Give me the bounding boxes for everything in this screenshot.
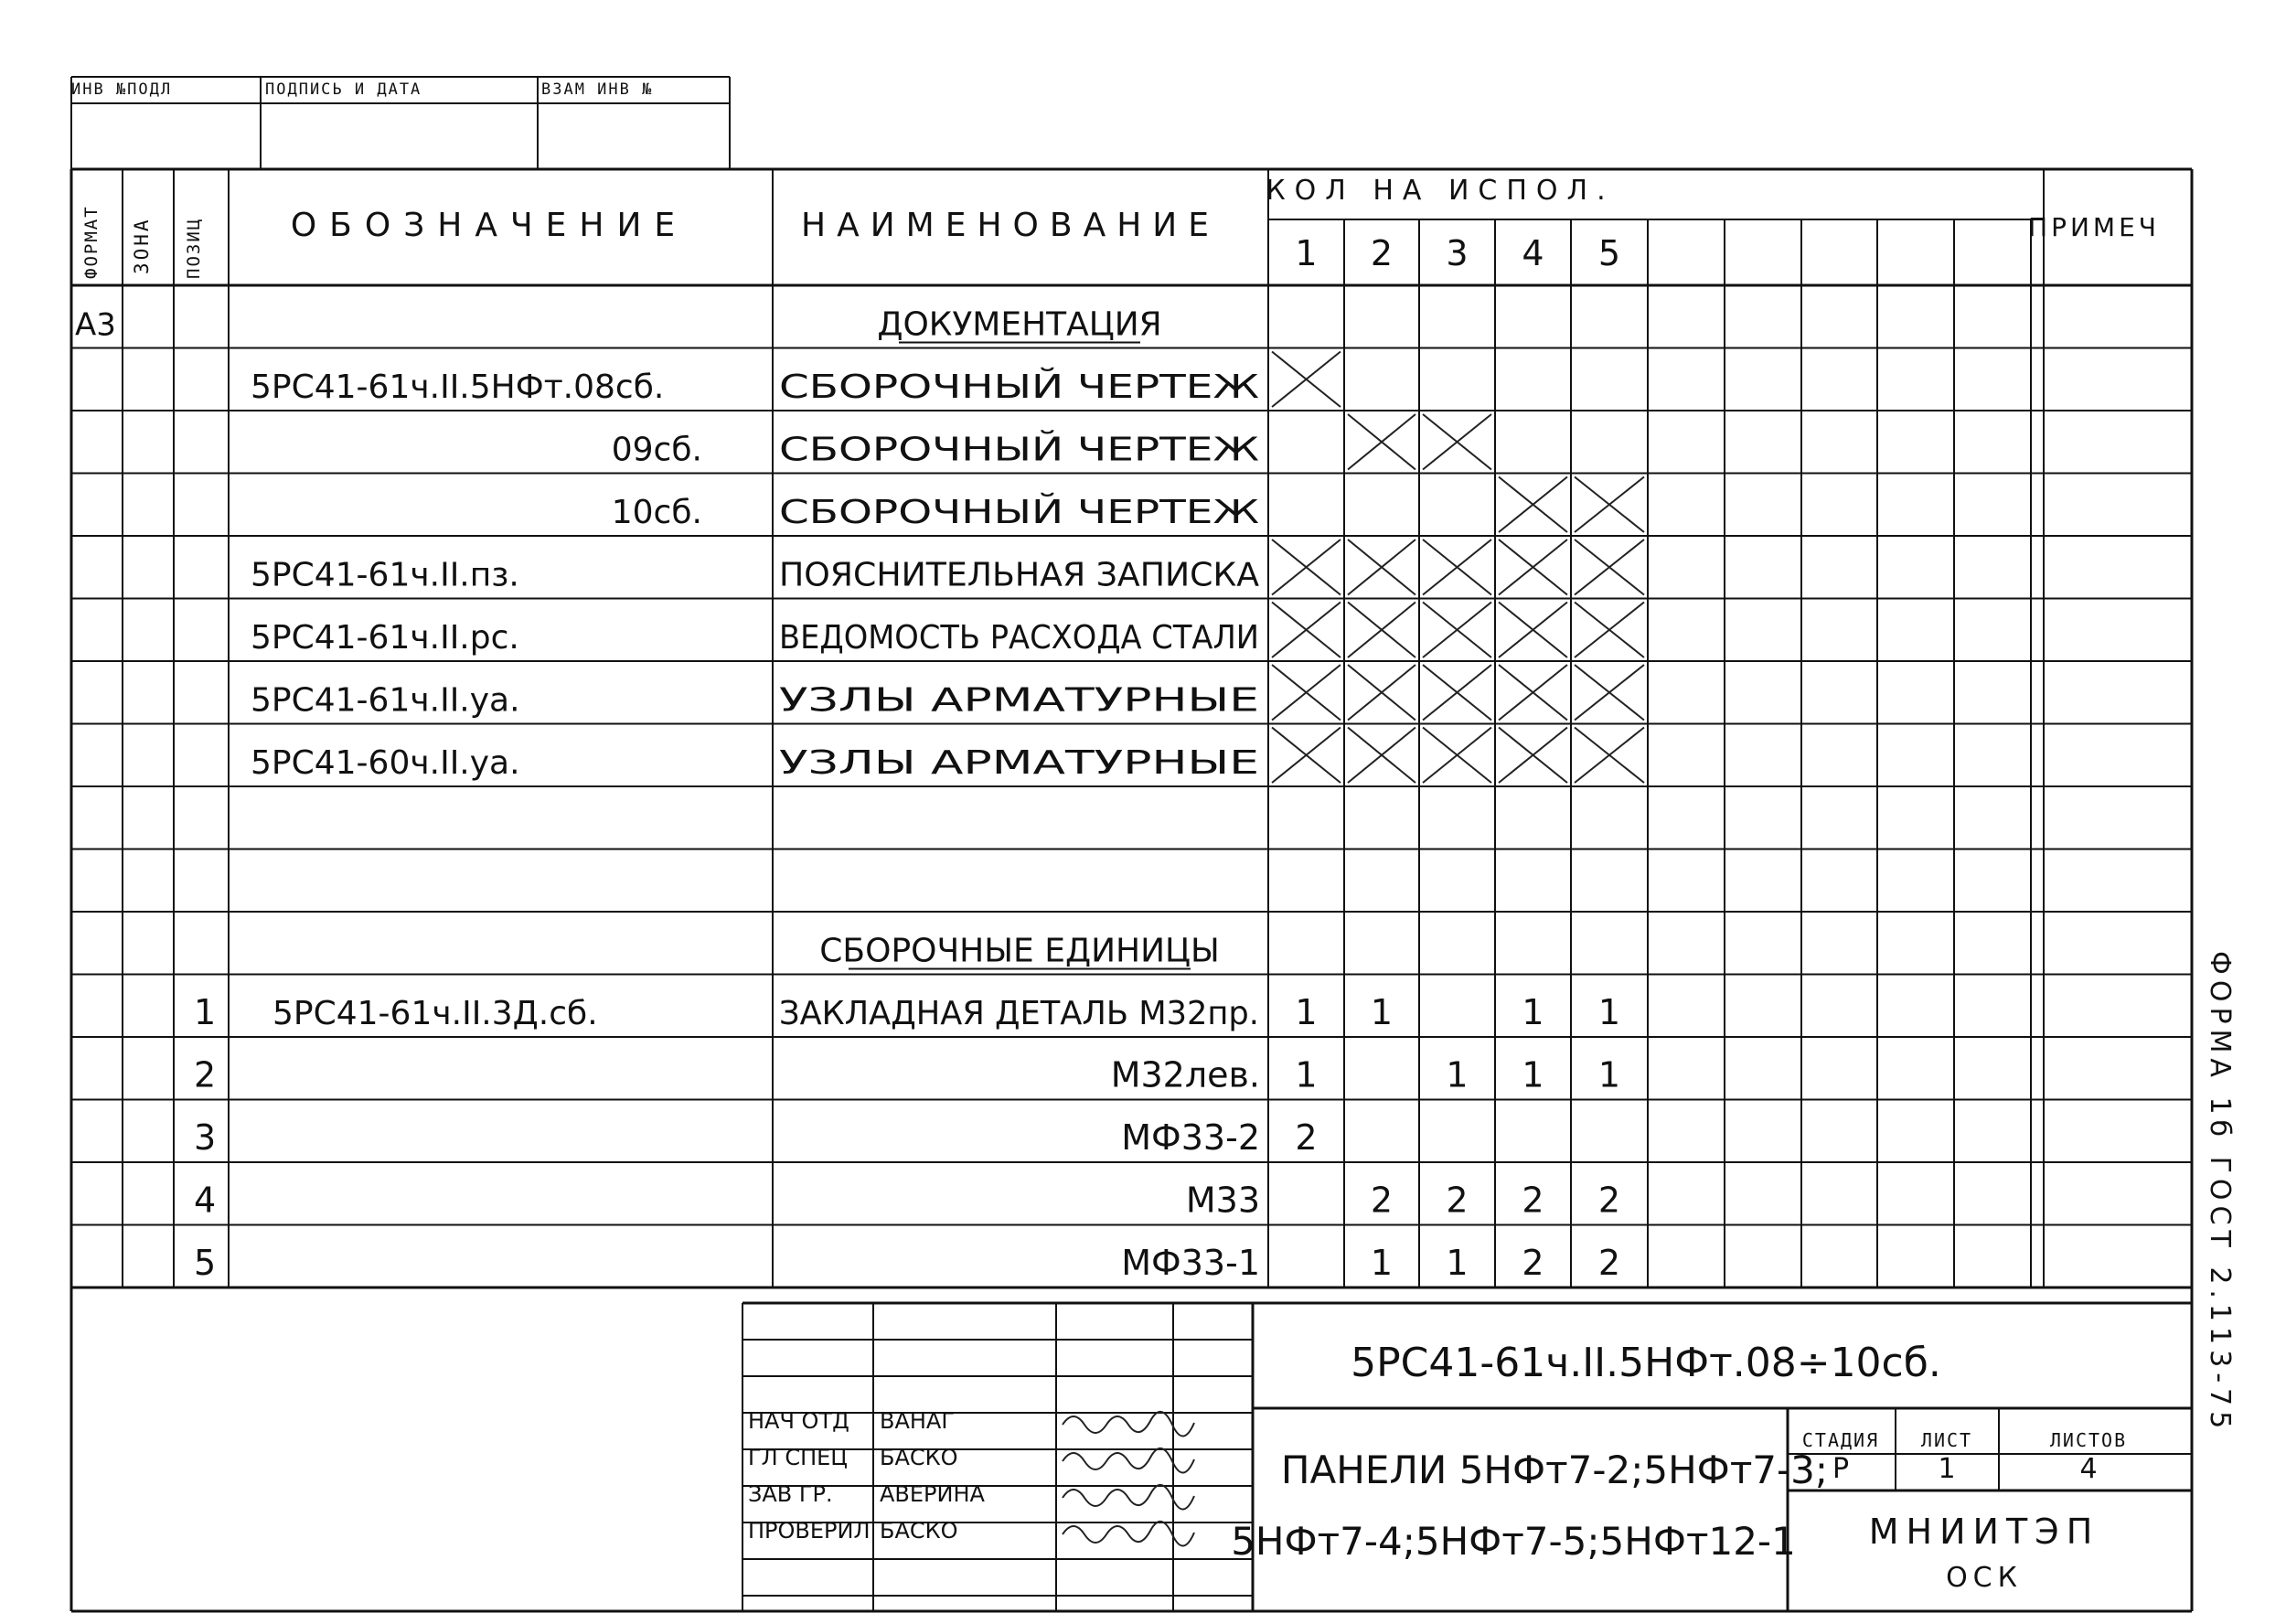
qty-col-number: 4 bbox=[1522, 233, 1544, 273]
qty-value: 1 bbox=[1597, 992, 1621, 1032]
signature-scribble bbox=[1063, 1412, 1194, 1437]
stamp-inv-podl: ИНВ №ПОДЛ bbox=[71, 80, 173, 99]
row-name: ВЕДОМОСТЬ РАСХОДА СТАЛИ bbox=[779, 619, 1259, 657]
stadia-label: СТАДИЯ bbox=[1801, 1429, 1880, 1451]
stadia-value: Р bbox=[1832, 1453, 1850, 1485]
qty-value: 2 bbox=[1295, 1117, 1318, 1158]
qty-value: 1 bbox=[1522, 992, 1544, 1032]
listov-label: ЛИСТОВ bbox=[2049, 1429, 2128, 1451]
stamp-podpis-data: ПОДПИСЬ И ДАТА bbox=[265, 80, 422, 99]
qty-col-number: 1 bbox=[1295, 233, 1318, 273]
table-header bbox=[81, 175, 2160, 279]
row-name: СБОРОЧНЫЙ ЧЕРТЕЖ bbox=[779, 431, 1148, 469]
qty-col-number: 5 bbox=[1597, 233, 1621, 273]
qty-value: 2 bbox=[1597, 1243, 1621, 1283]
qty-value: 1 bbox=[1522, 1054, 1544, 1095]
qty-value: 1 bbox=[1370, 992, 1394, 1032]
header-poz: ПОЗИЦ bbox=[184, 217, 204, 279]
row-name: СБОРОЧНЫЙ ЧЕРТЕЖ bbox=[779, 494, 1148, 531]
table-row bbox=[819, 933, 1219, 970]
qty-value: 1 bbox=[1446, 1054, 1469, 1095]
table-row bbox=[194, 992, 1620, 1032]
table-row bbox=[194, 1117, 1318, 1158]
table-row bbox=[194, 1055, 1620, 1095]
qty-col-number: 3 bbox=[1446, 233, 1469, 273]
row-position: 5 bbox=[194, 1243, 217, 1283]
org-name: МНИИТЭП bbox=[1868, 1512, 2100, 1552]
listov-value: 4 bbox=[2079, 1453, 2098, 1485]
list-value: 1 bbox=[1938, 1453, 1956, 1485]
doc-name-line2: 5НФт7-4;5НФт7-5;5НФт12-1 bbox=[1231, 1519, 1796, 1564]
doc-designation: 5РС41-61ч.II.5НФт.08÷10сб. bbox=[1351, 1340, 1941, 1386]
qty-value: 1 bbox=[1597, 1054, 1621, 1095]
signature-scribble bbox=[1063, 1448, 1194, 1473]
signature-name: БАСКО bbox=[880, 1518, 958, 1544]
table-row bbox=[251, 619, 1259, 657]
table-row bbox=[194, 1243, 1620, 1283]
signature-role: ПРОВЕРИЛ bbox=[748, 1518, 871, 1544]
table-row bbox=[612, 493, 1260, 531]
table-row bbox=[612, 431, 1260, 469]
top-stamp bbox=[71, 80, 653, 99]
qty-value: 1 bbox=[1295, 992, 1318, 1032]
row-name: МФ33-2 bbox=[1121, 1117, 1260, 1158]
row-name: М32лев. bbox=[1110, 1054, 1260, 1095]
qty-value: 2 bbox=[1446, 1180, 1469, 1221]
row-name: МФ33-1 bbox=[1121, 1243, 1260, 1283]
header-zona: ЗОНА bbox=[131, 217, 153, 274]
header-naim: НАИМЕНОВАНИЕ bbox=[801, 207, 1220, 244]
header-format: ФОРМАТ bbox=[81, 205, 101, 279]
qty-value: 2 bbox=[1522, 1180, 1544, 1221]
table-row bbox=[251, 368, 1259, 406]
table-row bbox=[194, 1181, 1620, 1221]
signature-scribble bbox=[1063, 1522, 1194, 1546]
table-rows bbox=[75, 306, 1620, 1284]
side-note: ФОРМА 1б ГОСТ 2.113-75 bbox=[2204, 951, 2236, 1435]
row-designation: 5РС41-61ч.II.пз. bbox=[251, 556, 519, 594]
table-row bbox=[75, 306, 1162, 344]
qty-value: 1 bbox=[1446, 1243, 1469, 1283]
row-designation: 5РС41-60ч.II.уа. bbox=[251, 744, 520, 782]
row-designation: 5РС41-61ч.II.3Д.сб. bbox=[272, 995, 598, 1032]
qty-value: 1 bbox=[1295, 1054, 1318, 1095]
row-name: М33 bbox=[1185, 1180, 1260, 1221]
row-position: 3 bbox=[194, 1117, 217, 1158]
row-name: СБОРОЧНЫЙ ЧЕРТЕЖ bbox=[779, 369, 1148, 406]
row-designation: 10сб. bbox=[611, 494, 702, 531]
table-row bbox=[251, 557, 1259, 594]
dept-name: ОСК bbox=[1946, 1562, 2023, 1594]
row-designation: 5РС41-61ч.II.уа. bbox=[251, 681, 520, 720]
qty-value: 2 bbox=[1522, 1243, 1544, 1283]
row-name: УЗЛЫ АРМАТУРНЫЕ bbox=[779, 744, 1259, 782]
title-block bbox=[748, 1340, 2127, 1594]
row-name: УЗЛЫ АРМАТУРНЫЕ bbox=[779, 681, 1259, 720]
table-row bbox=[251, 744, 1259, 782]
row-designation: 09сб. bbox=[611, 431, 702, 469]
signatures-table bbox=[748, 1408, 1194, 1546]
row-name: ЗАКЛАДНАЯ ДЕТАЛЬ М32пр. bbox=[779, 995, 1259, 1032]
section-title: ДОКУМЕНТАЦИЯ bbox=[877, 305, 1162, 344]
table-row bbox=[251, 682, 1259, 720]
header-kol: КОЛ НА ИСПОЛ. bbox=[1266, 175, 1615, 207]
row-name: ПОЯСНИТЕЛЬНАЯ ЗАПИСКА bbox=[779, 556, 1260, 594]
header-oboz: ОБОЗНАЧЕНИЕ bbox=[290, 207, 689, 244]
qty-value: 2 bbox=[1597, 1180, 1621, 1221]
signature-role: ГЛ СПЕЦ bbox=[748, 1445, 848, 1470]
signature-role: НАЧ ОТД bbox=[748, 1408, 849, 1434]
row-designation: 5РС41-61ч.II.рс. bbox=[251, 619, 519, 657]
qty-value: 1 bbox=[1370, 1243, 1394, 1283]
list-label: ЛИСТ bbox=[1920, 1429, 1973, 1451]
signature-name: ВАНАГ bbox=[880, 1408, 955, 1434]
header-prim: ПРИМЕЧ bbox=[2028, 212, 2160, 242]
row-format: А3 bbox=[75, 306, 116, 344]
row-position: 4 bbox=[194, 1180, 217, 1221]
doc-name-line1: ПАНЕЛИ 5НФт7-2;5НФт7-3; bbox=[1280, 1448, 1829, 1492]
row-position: 1 bbox=[194, 992, 217, 1032]
row-position: 2 bbox=[194, 1054, 217, 1095]
cross-marks bbox=[1272, 352, 1644, 784]
signature-name: АВЕРИНА bbox=[880, 1481, 985, 1507]
row-designation: 5РС41-61ч.II.5НФт.08сб. bbox=[251, 369, 665, 406]
qty-value: 2 bbox=[1370, 1180, 1394, 1221]
signature-scribble bbox=[1063, 1485, 1194, 1510]
signature-name: БАСКО bbox=[880, 1445, 958, 1470]
qty-col-number: 2 bbox=[1370, 233, 1394, 273]
stamp-vzam-inv: ВЗАМ ИНВ № bbox=[541, 80, 654, 99]
signature-role: ЗАВ ГР. bbox=[748, 1481, 833, 1507]
section-title: СБОРОЧНЫЕ ЕДИНИЦЫ bbox=[819, 932, 1220, 970]
